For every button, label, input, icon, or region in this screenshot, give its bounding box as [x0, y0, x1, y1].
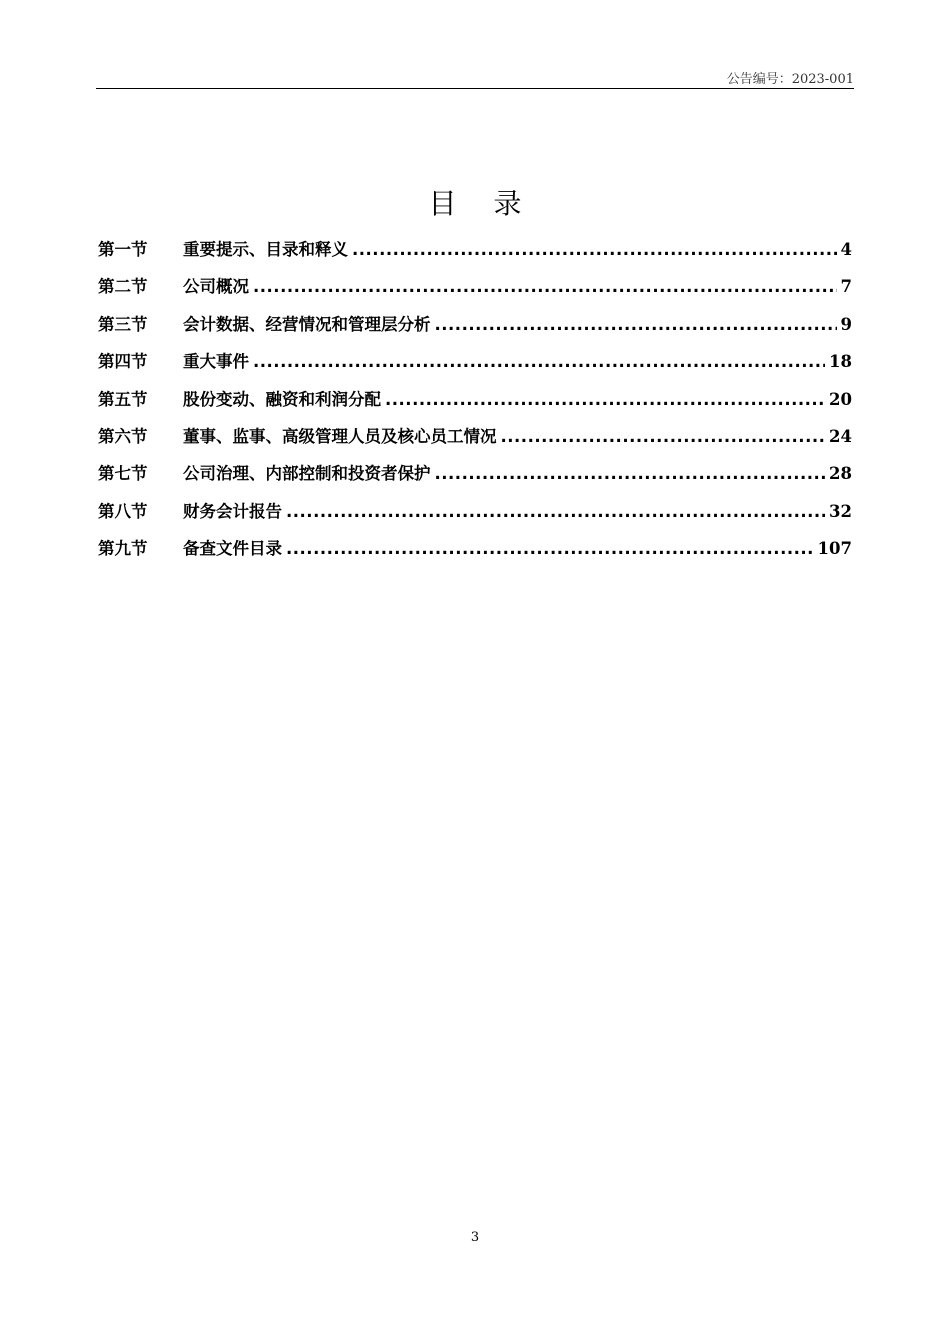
- toc-leader-dots: [286, 530, 814, 567]
- page-number: 3: [470, 1230, 480, 1245]
- toc-page-number: 7: [840, 277, 852, 297]
- toc-section-label: 第二节: [98, 277, 148, 297]
- toc-page-number: 28: [829, 464, 852, 484]
- toc-leader-dots: [435, 455, 826, 492]
- toc-leader-dots: [286, 493, 825, 530]
- toc-section-name: 公司概况: [183, 277, 249, 297]
- toc-list: [98, 231, 852, 568]
- toc-section-name: 备查文件目录: [183, 539, 282, 559]
- toc-leader-dots: [253, 268, 837, 305]
- toc-leader-dots: [352, 231, 837, 268]
- toc-page-number: 20: [829, 389, 852, 409]
- toc-row-9[interactable]: [98, 530, 852, 567]
- toc-leader-dots: [385, 381, 825, 418]
- toc-section-name: 股份变动、融资和利润分配: [183, 389, 381, 409]
- toc-section-label: 第九节: [98, 539, 148, 559]
- announcement-code: 公告编号：2023-001: [726, 72, 854, 87]
- toc-section-label: 第三节: [98, 314, 148, 334]
- toc-page-number: 107: [817, 539, 852, 559]
- toc-section-name: 重大事件: [183, 352, 249, 372]
- toc-section-label: 第六节: [98, 426, 148, 446]
- toc-page-number: 24: [829, 426, 852, 446]
- toc-row-5[interactable]: [98, 381, 852, 418]
- toc-section-name: 董事、监事、高级管理人员及核心员工情况: [183, 426, 497, 446]
- toc-leader-dots: [253, 343, 825, 380]
- toc-section-name: 财务会计报告: [183, 501, 282, 521]
- toc-row-3[interactable]: [98, 306, 852, 343]
- toc-row-8[interactable]: [98, 493, 852, 530]
- toc-page-number: 18: [829, 352, 852, 372]
- toc-section-label: 第五节: [98, 389, 148, 409]
- toc-section-label: 第一节: [98, 240, 148, 259]
- toc-row-6[interactable]: [98, 418, 852, 455]
- toc-section-label: 第八节: [98, 501, 148, 521]
- toc-page-number: 4: [840, 240, 852, 259]
- header-rule: [96, 88, 854, 89]
- toc-row-1[interactable]: [98, 231, 852, 268]
- toc-title: 目 录: [428, 187, 536, 220]
- toc-section-name: 重要提示、目录和释义: [183, 240, 348, 259]
- toc-row-7[interactable]: [98, 455, 852, 492]
- toc-row-4[interactable]: [98, 343, 852, 380]
- toc-page-number: 32: [829, 501, 852, 521]
- toc-section-label: 第七节: [98, 464, 148, 484]
- toc-leader-dots: [435, 306, 837, 343]
- toc-section-name: 会计数据、经营情况和管理层分析: [183, 314, 431, 334]
- toc-row-2[interactable]: [98, 268, 852, 305]
- toc-leader-dots: [501, 418, 826, 455]
- toc-page-number: 9: [840, 314, 852, 334]
- toc-section-label: 第四节: [98, 352, 148, 372]
- toc-section-name: 公司治理、内部控制和投资者保护: [183, 464, 431, 484]
